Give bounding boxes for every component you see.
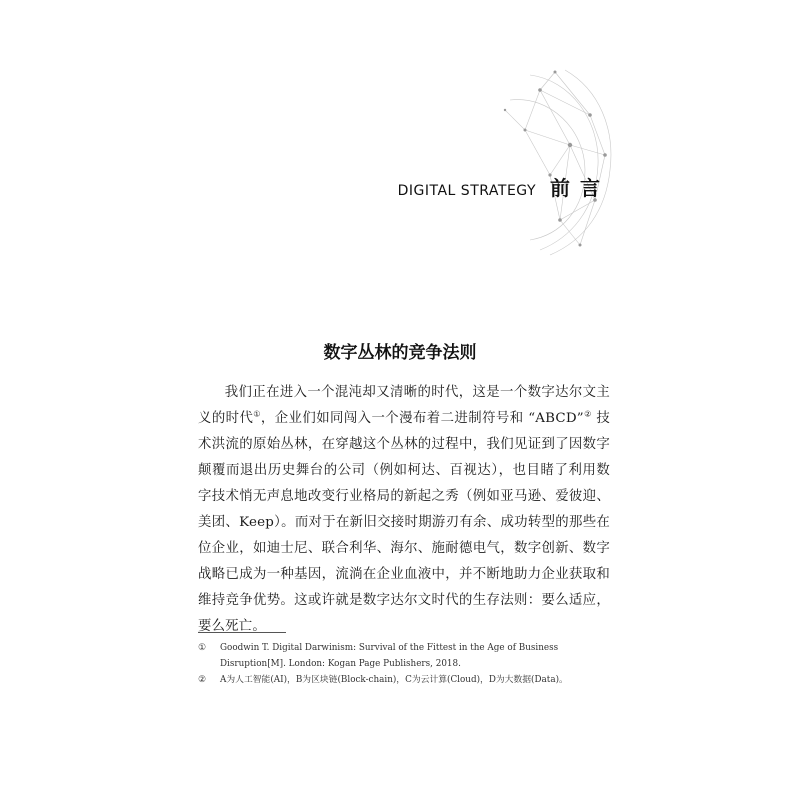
footnote-ref-1: ① <box>253 409 261 419</box>
header-chinese: 前言 <box>550 176 610 200</box>
chapter-header <box>398 172 610 201</box>
footnote-divider <box>198 632 286 633</box>
footnote-text: Goodwin T. Digital Darwinism: Survival of the Fittest in the Age of Business Disruption[M]. London: Kogan Page Publishers, 2018. <box>220 643 559 669</box>
paragraph <box>198 380 610 640</box>
footnote-ref-2: ② <box>583 409 592 419</box>
paragraph-part-1: 我们正在进入一个混沌却又清晰的时代，这是一个数字达尔文主义的时代 <box>198 385 610 426</box>
section-title: 数字丛林的竞争法则 <box>323 343 477 363</box>
body-text <box>198 380 610 640</box>
network-globe-decoration <box>470 60 620 260</box>
paragraph-part-3: 技术洪流的原始丛林，在穿越这个丛林的过程中，我们见证到了因数字颠覆而退出历史舞台的公司（例如柯达、百视达），也目睹了利用数字技术悄无声息地改变行业格局的新起之秀（例如亚马逊、爱彼迎、美团、Keep）。而对于在新旧交接时期游刃有余、成功转型的那些在位企业，如迪士尼、联合利华、海尔、施耐德电气，数字创新、数字战略已成为一种基因，流淌在企业血液中，并不断地助力企业获取和维持竞争优势。这或许就是数字达尔文时代的生存法则：要么适应，要么死亡。 <box>198 411 610 634</box>
paragraph-part-2: ，企业们如同闯入一个漫布着二进制符号和 “ABCD” <box>260 411 584 426</box>
header-english: DIGITAL STRATEGY <box>397 183 536 199</box>
footnote-1 <box>198 640 610 672</box>
footnote-marker: ① <box>198 643 206 653</box>
footnote-marker: ② <box>198 675 206 685</box>
footnote-2 <box>198 672 610 688</box>
footnote-text: A为人工智能(AI)，B为区块链(Block-chain)，C为云计算(Cloud)，D为大数据(Data)。 <box>220 675 568 685</box>
